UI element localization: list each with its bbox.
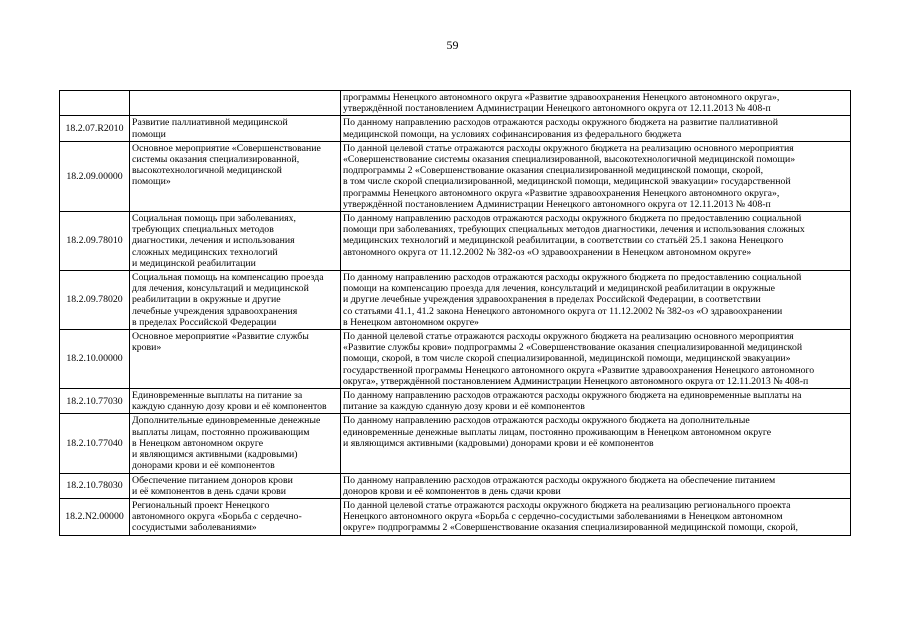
description-cell xyxy=(341,116,851,141)
description-line: программы Ненецкого автономного округа «Развитие здравоохранения Ненецкого автономного округа», xyxy=(343,187,780,199)
article-name-cell xyxy=(130,212,341,271)
description-line: автономного округа от 11.12.2002 № 382-оз «О здравоохранении в Ненецком автономном округе» xyxy=(343,246,752,258)
article-name-line: сложных медицинских технологий xyxy=(132,246,278,258)
article-name-cell xyxy=(130,141,341,211)
description-line: По данному направлению расходов отражаются расходы окружного бюджета на единовременные выплаты на xyxy=(343,390,802,402)
article-name-line: Региональный проект Ненецкого xyxy=(132,499,270,511)
table-row xyxy=(60,116,851,141)
article-name-cell xyxy=(130,473,341,498)
description-line: государственной программы Ненецкого автономного округа «Развитие здравоохранения Ненецкого автономного xyxy=(343,364,815,376)
description-line: По данному направлению расходов отражаются расходы окружного бюджета на дополнительные xyxy=(343,415,750,427)
description-cell xyxy=(341,414,851,473)
article-name-line: лечебные учреждения здравоохранения xyxy=(132,305,298,317)
description-line: По данной целевой статье отражаются расходы окружного бюджета на реализацию регионального проекта xyxy=(343,499,791,511)
description-line: и другие лечебные учреждения здравоохранения в пределах Российской Федерации, в соответствии xyxy=(343,294,761,306)
description-line: По данному направлению расходов отражаются расходы окружного бюджета на развитие паллиативной xyxy=(343,117,778,129)
description-line: и являющимся активными (кадровыми) донорами крови и её компонентов xyxy=(343,437,654,449)
description-line: По данному направлению расходов отражаются расходы окружного бюджета на обеспечение питанием xyxy=(343,474,776,486)
budget-classification-table xyxy=(59,90,851,536)
description-line: По данному направлению расходов отражаются расходы окружного бюджета по предоставлению социальной xyxy=(343,213,802,225)
article-name-line: помощи» xyxy=(132,176,171,188)
article-name-line: выплаты лицам, постоянно проживающим xyxy=(132,426,310,438)
article-name-line: автономного округа «Борьба с сердечно- xyxy=(132,511,302,523)
description-line: помощи, скорой, в том числе скорой специализированной, медицинской помощи, медицинской эвакуации» xyxy=(343,353,791,365)
description-line: доноров крови и её компонентов в день сдачи крови xyxy=(343,485,561,497)
article-name-line: сосудистыми заболеваниями» xyxy=(132,522,257,534)
article-name-line: в Ненецком автономном округе xyxy=(132,437,264,449)
article-name-line: Социальная помощь при заболеваниях, xyxy=(132,213,296,225)
article-name-line: высокотехнологичной медицинской xyxy=(132,165,282,177)
article-name-line: реабилитации в окружные и другие xyxy=(132,294,281,306)
description-line: медицинских технологий и медицинской реабилитации, в соответствии со статьёй 25.1 закона Ненецкого xyxy=(343,235,784,247)
table-row xyxy=(60,330,851,389)
description-line: в Ненецком автономном округе» xyxy=(343,316,479,328)
page-number: 59 xyxy=(446,38,459,52)
table-row xyxy=(60,389,851,414)
target-code-cell: 18.2.10.77030 xyxy=(60,389,130,414)
description-line: округа», утверждённой постановлением Администрации Ненецкого автономного округа от 12.11.2013 № 408-п xyxy=(343,375,809,387)
description-line: По данному направлению расходов отражаются расходы окружного бюджета по предоставлению социальной xyxy=(343,272,802,284)
article-name-line: Единовременные выплаты на питание за xyxy=(132,390,303,402)
target-code-cell: 18.2.09.78020 xyxy=(60,271,130,330)
target-code-cell: 18.2.10.00000 xyxy=(60,330,130,389)
article-name-line: для лечения, консультаций и медицинской xyxy=(132,283,309,295)
article-name-line: Обеспечение питанием доноров крови xyxy=(132,474,293,486)
article-name-line: диагностики, лечения и использования xyxy=(132,235,295,247)
target-code-cell: 18.2.10.78030 xyxy=(60,473,130,498)
target-code-cell xyxy=(60,91,130,116)
article-name-cell xyxy=(130,330,341,389)
article-name-line: крови» xyxy=(132,342,162,354)
description-line: По данной целевой статье отражаются расходы окружного бюджета на реализацию основного мероприятия xyxy=(343,142,794,154)
description-line: Ненецкого автономного округа «Борьба с сердечно-сосудистыми заболеваниями в Ненецком автономном xyxy=(343,511,783,523)
target-code-cell: 18.2.09.00000 xyxy=(60,141,130,211)
description-line: утверждённой постановлением Администрации Ненецкого автономного округа от 12.11.2013 № 408-п xyxy=(343,198,771,210)
description-line: «Совершенствование системы оказания специализированной, высокотехнологичной медицинской помощи» xyxy=(343,154,796,166)
description-cell xyxy=(341,330,851,389)
article-name-cell xyxy=(130,271,341,330)
article-name-line: Дополнительные единовременные денежные xyxy=(132,415,321,427)
article-name-line: в пределах Российской Федерации xyxy=(132,316,277,328)
target-code-cell: 18.2.10.77040 xyxy=(60,414,130,473)
description-line: программы Ненецкого автономного округа «Развитие здравоохранения Ненецкого автономного округа», xyxy=(343,92,780,103)
article-name-line: Основное мероприятие «Совершенствование xyxy=(132,142,321,154)
table-row xyxy=(60,414,851,473)
table-row xyxy=(60,473,851,498)
description-line: помощи при заболеваниях, требующих специальных методов диагностики, лечения и использования сложных xyxy=(343,224,805,236)
description-line: утверждённой постановлением Администрации Ненецкого автономного округа от 12.11.2013 № 408-п xyxy=(343,103,771,115)
target-code-cell: 18.2.07.R2010 xyxy=(60,116,130,141)
article-name-cell xyxy=(130,498,341,535)
description-line: «Развитие службы крови» подпрограммы 2 «Совершенствование оказания специализированной медицинской xyxy=(343,342,803,354)
article-name-line: Развитие паллиативной медицинской xyxy=(132,117,288,129)
description-line: подпрограммы 2 «Совершенствование оказания специализированной медицинской помощи, скорой, xyxy=(343,165,764,177)
description-cell xyxy=(341,389,851,414)
description-line: со статьями 41.1, 41.2 закона Ненецкого автономного округа от 11.12.2002 № 382-оз «О здравоохранении xyxy=(343,305,783,317)
article-name-line: требующих специальных методов xyxy=(132,224,274,236)
description-line: в том числе скорой специализированной, медицинской помощи, медицинской эвакуации» государственной xyxy=(343,176,791,188)
article-name-cell xyxy=(130,414,341,473)
article-name-cell xyxy=(130,116,341,141)
description-cell xyxy=(341,212,851,271)
article-name-line: системы оказания специализированной, xyxy=(132,154,300,166)
article-name-line: и являющимся активными (кадровыми) xyxy=(132,449,298,461)
article-name-line: Основное мероприятие «Развитие службы xyxy=(132,331,309,343)
description-cell xyxy=(341,271,851,330)
article-name-line: и её компонентов в день сдачи крови xyxy=(132,485,287,497)
article-name-line: каждую сданную дозу крови и её компонентов xyxy=(132,401,327,413)
description-cell xyxy=(341,498,851,535)
table-row xyxy=(60,141,851,211)
article-name-line: Социальная помощь на компенсацию проезда xyxy=(132,272,324,284)
target-code-cell: 18.2.09.78010 xyxy=(60,212,130,271)
description-line: округе» подпрограммы 2 «Совершенствование оказания специализированной медицинской помощи, скорой, xyxy=(343,522,798,534)
article-name-line: и медицинской реабилитации xyxy=(132,257,256,269)
table-row xyxy=(60,271,851,330)
article-name-cell xyxy=(130,389,341,414)
description-line: медицинской помощи, на условиях софинансирования из федерального бюджета xyxy=(343,128,682,140)
description-line: помощи на компенсацию проезда для лечения, консультаций и медицинской реабилитации в окружные xyxy=(343,283,775,295)
table-row xyxy=(60,91,851,116)
article-name-line: помощи xyxy=(132,128,166,140)
article-name-cell xyxy=(130,91,341,116)
description-line: единовременные денежные выплаты лицам, постоянно проживающим в Ненецком автономном округе xyxy=(343,426,772,438)
description-cell xyxy=(341,91,851,116)
table-row xyxy=(60,498,851,535)
article-name-line: донорами крови и её компонентов xyxy=(132,460,275,472)
table-row xyxy=(60,212,851,271)
target-code-cell: 18.2.N2.00000 xyxy=(60,498,130,535)
description-line: питание за каждую сданную дозу крови и её компонентов xyxy=(343,401,585,413)
description-line: По данной целевой статье отражаются расходы окружного бюджета на реализацию основного мероприятия xyxy=(343,331,794,343)
description-cell xyxy=(341,141,851,211)
description-cell xyxy=(341,473,851,498)
